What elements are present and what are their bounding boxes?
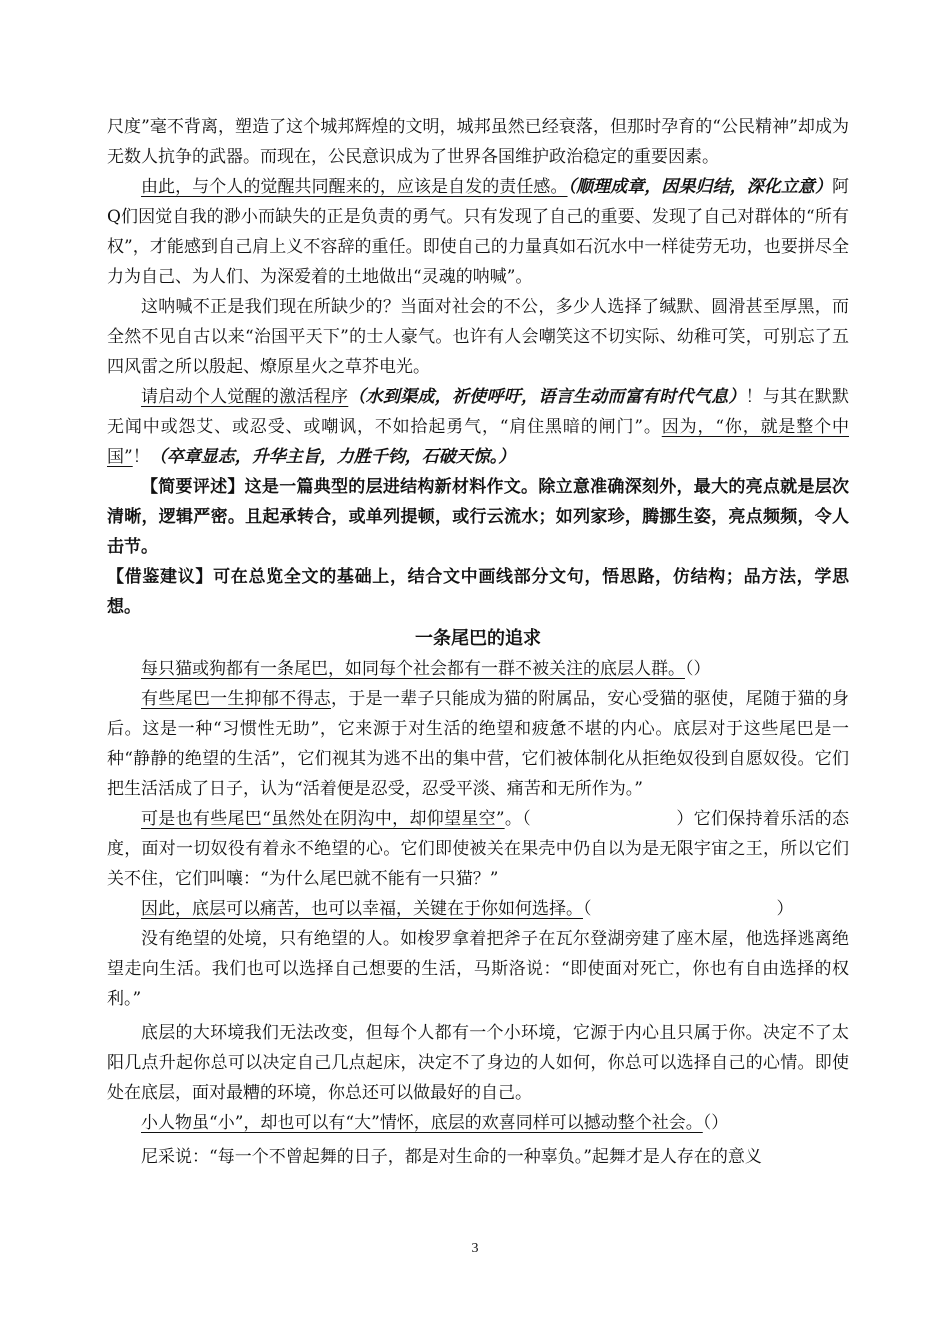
paragraph xyxy=(107,654,849,684)
paragraph-text: ，于是一辈子只能成为猫的附属品，安心受猫的驱使，尾随于猫的身后。这是一种“习惯性无助”，它来源于对生活的绝望和疲惫不堪的内心。底层对于这些尾巴是一种“静静的绝望的生活”，它们视其为逃不出的集中营，它们被体制化从拒绝奴役到自愿奴役。它们把生活活成了日子，认为“活着便是忍受，忍受平淡、痛苦和无所作为。” xyxy=(107,689,850,799)
annotation: （水到渠成，祈使呼吁，语言生动而富有时代气息） xyxy=(348,387,746,407)
paragraph xyxy=(107,382,849,472)
paren-close: ） xyxy=(676,809,694,829)
underlined-sentence: 每只猫或狗都有一条尾巴，如同每个社会都有一群不被关注的底层人群。 xyxy=(141,659,685,679)
paren-open: （ xyxy=(583,899,592,919)
paragraph-text: 。 xyxy=(504,809,523,829)
paragraph-text: 阿Q们因觉自我的渺小而缺失的正是负责的勇气。只有发现了自己的重要、发现了自己对群体的“所有权”，才能感到自己肩上义不容辞的重任。即使自己的力量真如石沉水中一样徒劳无功，也要拼尽全力为自己、为人们、为深爱着的土地做出“灵魂的呐喊”。 xyxy=(107,177,850,287)
paragraph-text: ！与其在默默无闻中或怨艾、或忍受、或嘲讽，不如拾起勇气，“肩住黑暗的闸门”。 xyxy=(107,387,850,437)
paragraph xyxy=(107,684,849,804)
paren-close: ） xyxy=(711,1113,729,1133)
review-label: 【简要评述】 xyxy=(141,477,245,497)
paren-open: （ xyxy=(685,659,694,679)
underlined-sentence: 可是也有些尾巴“虽然处在阴沟中，却仰望星空” xyxy=(141,809,505,829)
underlined-sentence: 因此，底层可以痛苦，也可以幸福，关键在于你如何选择。 xyxy=(141,899,583,919)
paragraph-text: 它们保持着乐活的态度，面对一切奴役有着永不绝望的心。它们即使被关在果壳中仍自以为是无限宇宙之王，所以它们关不住，它们叫嚷：“为什么尾巴就不能有一只猫？” xyxy=(107,809,850,889)
paragraph xyxy=(107,172,849,292)
underlined-sentence: 因为，“你，就是整个中国” xyxy=(107,417,849,467)
advice-paragraph xyxy=(107,562,849,622)
paren-close: ） xyxy=(776,899,794,919)
annotation: （顺理成章，因果归结，深化立意） xyxy=(567,177,833,197)
paragraph: 尼采说：“每一个不曾起舞的日子，都是对生命的一种辜负。”起舞才是人存在的意义 xyxy=(141,1147,762,1167)
paragraph: 这呐喊不正是我们现在所缺少的？当面对社会的不公，多少人选择了缄默、圆滑甚至厚黑，而全然不见自古以来“治国平天下”的士人豪气。也许有人会嘲笑这不切实际、幼稚可笑，可别忘了五四风雷之所以殷起、燎原星火之草芥电光。 xyxy=(107,297,849,377)
advice-label: 【借鉴建议】 xyxy=(107,567,214,587)
advice-text: 可在总览全文的基础上，结合文中画线部分文句，悟思路，仿结构；品方法，学思想。 xyxy=(107,567,850,617)
paragraph xyxy=(107,894,849,924)
underlined-sentence: 由此，与个人的觉醒共同醒来的，应该是自发的责任感。 xyxy=(141,177,568,197)
underlined-sentence: 小人物虽“小”，却也可以有“大”情怀，底层的欢喜同样可以撼动整个社会。 xyxy=(141,1113,703,1133)
paragraph-text: ！ xyxy=(132,447,150,467)
paragraph: 底层的大环境我们无法改变，但每个人都有一个小环境，它源于内心且只属于你。决定不了太阳几点升起你总可以决定自己几点起床，决定不了身边的人如何，你总可以选择自己的心情。即使处在底层，面对最糟的环境，你总还可以做最好的自己。 xyxy=(107,1023,849,1103)
document-body xyxy=(107,112,849,1172)
paragraph: 尺度”毫不背离，塑造了这个城邦辉煌的文明，城邦虽然已经衰落，但那时孕育的“公民精神”却成为无数人抗争的武器。而现在，公民意识成为了世界各国维护政治稳定的重要因素。 xyxy=(107,117,849,167)
paren-close: ） xyxy=(693,659,711,679)
essay-title: 一条尾巴的追求 xyxy=(415,628,541,649)
paragraph xyxy=(107,1108,849,1138)
paren-open: （ xyxy=(702,1113,712,1133)
review-text: 这是一篇典型的层进结构新材料作文。除立意准确深刻外，最大的亮点就是层次清晰，逻辑严密。且起承转合，或单列提顿，或行云流水；如列家珍，腾挪生姿，亮点频频，令人击节。 xyxy=(107,477,850,557)
review-paragraph xyxy=(107,472,849,562)
paragraph xyxy=(107,804,849,894)
paren-open: （ xyxy=(522,809,532,829)
page-number: 3 xyxy=(471,1241,479,1256)
annotation: （卒章显志，升华主旨，力胜千钧，石破天惊。） xyxy=(149,447,516,467)
paragraph: 没有绝望的处境，只有绝望的人。如梭罗拿着把斧子在瓦尔登湖旁建了座木屋，他选择逃离绝望走向生活。我们也可以选择自己想要的生活，马斯洛说：“即使面对死亡，你也有自由选择的权利。” xyxy=(107,929,849,1009)
underlined-sentence: 有些尾巴一生抑郁不得志 xyxy=(141,689,332,709)
underlined-sentence: 请启动个人觉醒的激活程序 xyxy=(141,387,349,407)
